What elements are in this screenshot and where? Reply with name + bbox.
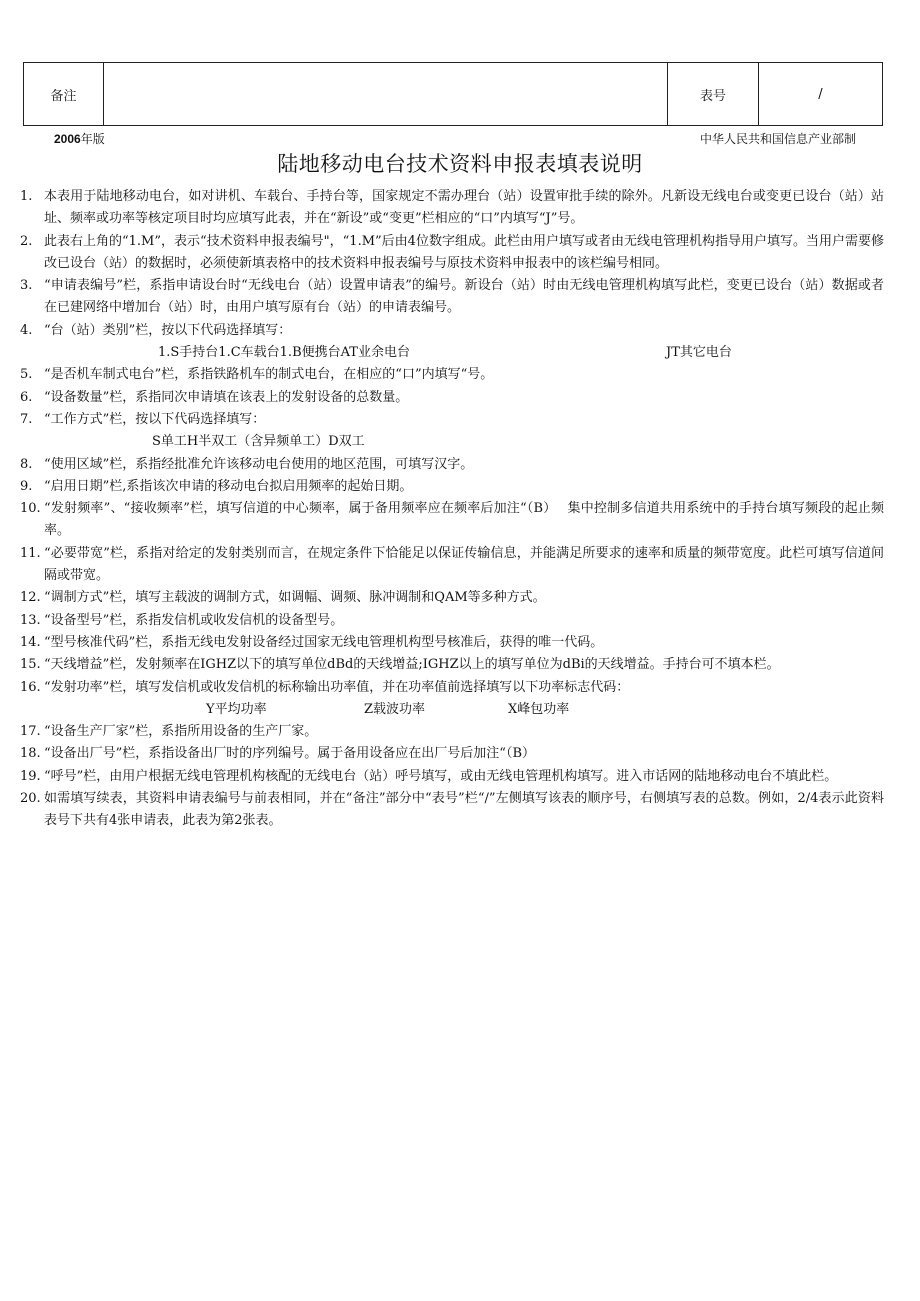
item-text: “申请表编号”栏，系指申请设台时“无线电台（站）设置申请表”的编号。新设台（站）时由无线电管理机构填写此栏，变更已设台（站）数据或者在已建网络中增加台（站）时，由用户填写原有台（站）的申请表编号。 — [44, 278, 884, 316]
station-codes-other: JT其它电台 — [666, 345, 732, 361]
item-number: 5. — [20, 367, 33, 383]
edition-label — [54, 130, 105, 147]
item-number: 16. — [20, 679, 41, 695]
item-text: “呼号”栏，由用户根据无线电管理机构核配的无线电台（站）呼号填写，或由无线电管理机构填写。进入市话网的陆地移动电台不填此栏。 — [44, 768, 838, 784]
list-item — [20, 409, 884, 431]
item-text: “型号核准代码”栏，系指无线电发射设备经过国家无线电管理机构型号核准后，获得的唯一代码。 — [44, 634, 604, 650]
issuer-label: 中华人民共和国信息产业部制 — [699, 132, 856, 146]
power-code-peak: X峰包功率 — [508, 701, 570, 717]
item-text: “是否机车制式电台”栏，系指铁路机车的制式电台，在相应的“口”内填写“号。 — [44, 367, 494, 383]
remark-table — [23, 62, 883, 126]
item-number: 7. — [20, 411, 33, 427]
instructions-list — [20, 186, 884, 833]
item-number: 1. — [20, 189, 33, 204]
power-code-average: Y平均功率 — [206, 701, 267, 717]
item-number: 19. — [20, 768, 41, 784]
power-code-carrier: Z载波功率 — [364, 701, 426, 717]
item-text: “台（站）类别”栏，按以下代码选择填写： — [44, 322, 292, 338]
list-item — [20, 677, 884, 699]
list-item — [20, 231, 884, 276]
edition-suffix: 年版 — [80, 132, 105, 146]
item-number: 18. — [20, 746, 41, 762]
item-text: 此表右上角的“1.M”，表示“技术资料申报表编号"，“1.M”后由4位数字组成。此栏由用户填写或者由无线电管理机构指导用户填写。当用户需要修改已设台（站）的数据时，必须使新填表格中的技术资料申报表编号与原技术资料申报表中的该栏编号相同。 — [44, 233, 884, 271]
item-text: “调制方式”栏，填写主载波的调制方式，如调幅、调频、脉冲调制和QAM等多种方式。 — [44, 590, 546, 606]
list-item — [20, 498, 884, 543]
list-item — [20, 476, 884, 498]
list-item — [20, 387, 884, 409]
item-text: 如需填写续表，其资料申请表编号与前表相同，并在“备注”部分中“表号”栏“/”左侧填写该表的顺序号，右侧填写表的总数。例如，2/4表示此资料表号下共有4张申请表，此表为第2张表。 — [44, 791, 884, 829]
list-item — [20, 788, 884, 833]
remark-value — [104, 63, 668, 126]
item-text: “设备数量”栏，系指同次申请填在该表上的发射设备的总数量。 — [44, 389, 409, 405]
list-item — [20, 275, 884, 320]
item-number: 9. — [20, 478, 33, 494]
list-item — [20, 364, 884, 386]
item-text: “天线增益”栏，发射频率在IGHZ以下的填写单位dBd的天线增益;IGHZ以上的填写单位为dBi的天线增益。手持台可不填本栏。 — [44, 657, 780, 673]
item-text: 本表用于陆地移动电台，如对讲机、车载台、手持台等，国家规定不需办理台（站）设置审批手续的除外。凡新设无线电台或变更已设台（站）站址、频率或功率等核定项目时均应填写此表，并在“新设”或“变更”栏相应的“口”内填写“J”号。 — [44, 189, 884, 227]
item-number: 12. — [20, 590, 41, 606]
page-title: 陆地移动电台技术资料申报表填表说明 — [277, 152, 643, 176]
list-item — [20, 766, 884, 788]
list-item — [20, 186, 884, 231]
item-text: “发射频率”、“接收频率”栏，填写信道的中心频率，属于备用频率应在频率后加注“（B） 集中控制多信道共用系统中的手持台填写频段的起止频率。 — [44, 501, 884, 539]
item-number: 11. — [20, 545, 41, 561]
item-text: “必要带宽”栏，系指对给定的发射类别而言，在规定条件下恰能足以保证传输信息，并能满足所要求的速率和质量的频带宽度。此栏可填写信道间隔或带宽。 — [44, 545, 884, 584]
item-text: “设备出厂号”栏，系指设备出厂时的序列编号。属于备用设备应在出厂号后加注“（B） — [44, 746, 535, 762]
item-text: “启用日期”栏,系指该次申请的移动电台拟启用频率的起始日期。 — [44, 478, 413, 494]
item-number: 20. — [20, 791, 41, 807]
edition-year: 2006 — [54, 132, 81, 146]
list-item — [20, 721, 884, 743]
list-item — [20, 320, 884, 342]
item-number: 14. — [20, 634, 41, 650]
item-text: “工作方式”栏，按以下代码选择填写： — [44, 411, 266, 427]
work-modes-line — [20, 431, 884, 453]
station-codes-main: 1.S手持台1.C车载台1.B便携台AT业余电台 — [158, 345, 410, 361]
power-codes-line — [20, 699, 884, 721]
item-number: 4. — [20, 322, 33, 338]
item-number: 6. — [20, 389, 33, 405]
list-item — [20, 610, 884, 632]
item-number: 15. — [20, 657, 41, 673]
list-item — [20, 632, 884, 654]
list-item — [20, 454, 884, 476]
item-number: 3. — [20, 278, 33, 294]
form-number-label: 表号 — [668, 63, 759, 126]
work-modes: S单工H半双工（含异频单工）D双工 — [152, 434, 365, 450]
list-item — [20, 543, 884, 588]
list-item — [20, 743, 884, 765]
list-item — [20, 654, 884, 676]
form-number-value: / — [759, 63, 883, 126]
item-number: 10. — [20, 501, 41, 517]
item-text: “设备型号”栏，系指发信机或收发信机的设备型号。 — [44, 612, 344, 628]
item-number: 8. — [20, 456, 33, 472]
item-number: 2. — [20, 233, 33, 249]
list-item — [20, 587, 884, 609]
item-number: 13. — [20, 612, 41, 628]
station-codes-line — [20, 342, 884, 364]
item-text: “设备生产厂家”栏，系指所用设备的生产厂家。 — [44, 724, 318, 740]
item-text: “使用区域”栏，系指经批准允许该移动电台使用的地区范围，可填写汉字。 — [44, 456, 474, 472]
item-number: 17. — [20, 724, 41, 740]
remark-label: 备注 — [24, 63, 104, 126]
item-text: “发射功率”栏，填写发信机或收发信机的标称输出功率值，并在功率值前选择填写以下功率标志代码： — [44, 679, 630, 695]
